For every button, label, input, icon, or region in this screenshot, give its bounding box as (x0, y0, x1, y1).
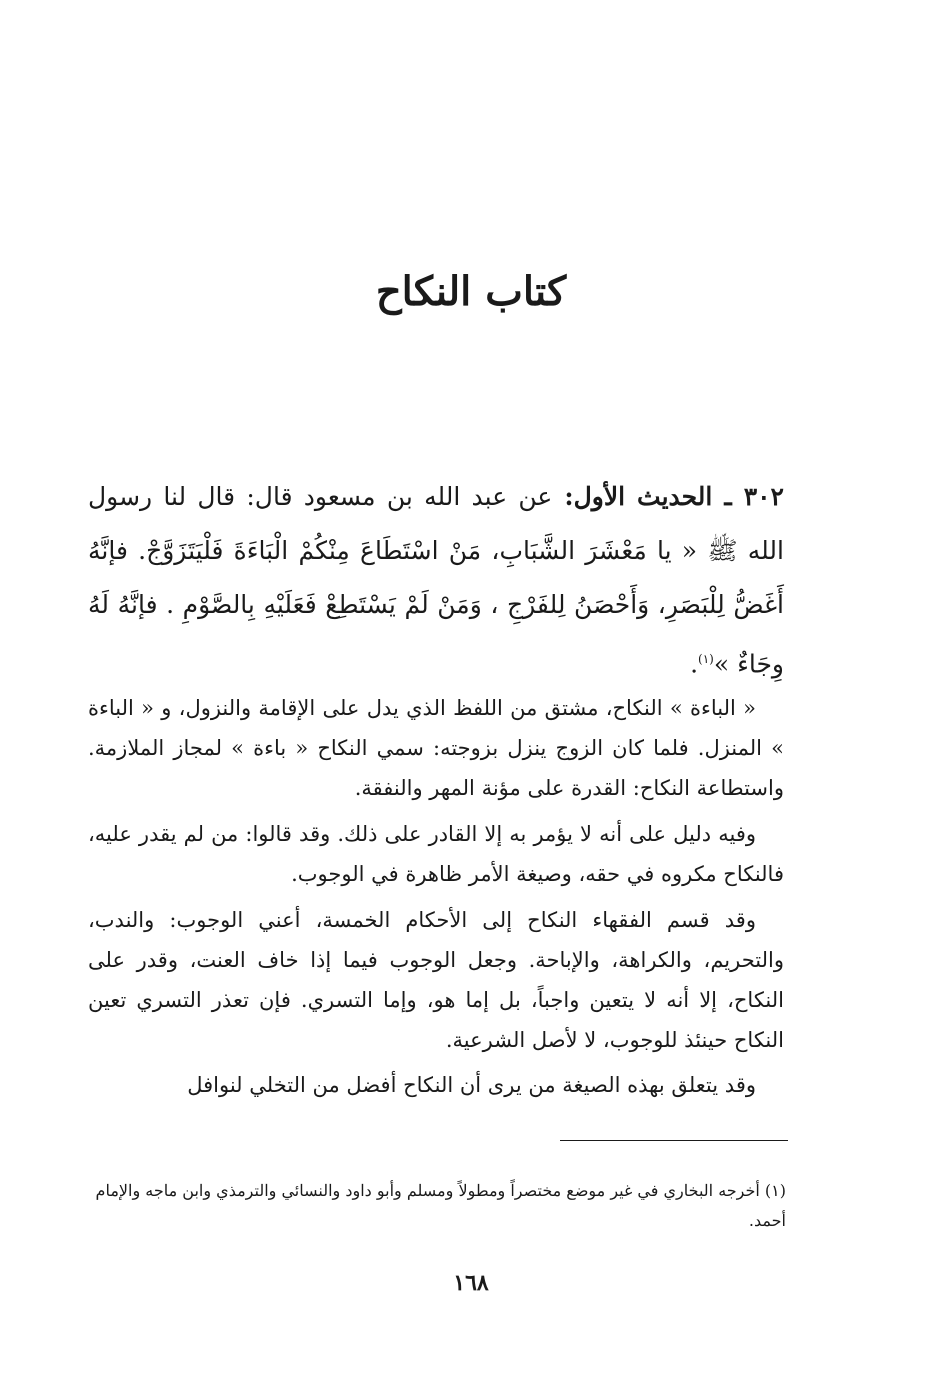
hadith-text: عن عبد الله بن مسعود قال: قال لنا رسول الله ﷺ « يا مَعْشَرَ الشَّبَابِ، مَنْ اسْتَطَاعَ مِنْكُمْ الْبَاءَةَ فَلْيَتَزَوَّجْ. فإنَّهُ أَغَضُّ لِلْبَصَرِ، وَأَحْصَنُ لِلفَرْجِ ، وَمَنْ لَمْ يَسْتَطِعْ فَعَلَيْهِ بِالصَّوْمِ . فإنَّهُ لَهُ وِجَاءٌ » (88, 482, 784, 679)
commentary-paragraph-3: وقد قسم الفقهاء النكاح إلى الأحكام الخمسة، أعني الوجوب: والندب، والتحريم، والكراهة، والإباحة. وجعل الوجوب فيما إذا خاف العنت، وقدر على النكاح، إلا أنه لا يتعين واجباً، بل إما هو، وإما التسري. فإن تعذر التسري تعين النكاح حينئذ للوجوب، لا لأصل الشرعية. (88, 908, 784, 1052)
hadith-number-heading: ٣٠٢ ـ الحديث الأول: (552, 482, 784, 511)
hadith-end: . (690, 649, 699, 679)
page-number: ١٦٨ (453, 1270, 489, 1296)
hadith-paragraph (88, 470, 784, 691)
chapter-title: كتاب النكاح (375, 268, 567, 315)
commentary-paragraph-1: « الباءة » النكاح، مشتق من اللفظ الذي يدل على الإقامة والنزول، و « الباءة » المنزل. فلما كان الزوج ينزل بزوجته: سمي النكاح « باءة » لمجاز الملازمة. واستطاعة النكاح: القدرة على مؤنة المهر والنفقة. (88, 696, 784, 800)
footnote-divider (560, 1140, 788, 1141)
footnote: (١) أخرجه البخاري في غير موضع مختصراً ومطولاً ومسلم وأبو داود والنسائي والترمذي وابن ماجه والإمام أحمد. (95, 1181, 786, 1230)
commentary-paragraph-4: وقد يتعلق بهذه الصيغة من يرى أن النكاح أفضل من التخلي لنوافل (187, 1073, 756, 1097)
footnote-marker: (١) (698, 652, 714, 666)
commentary-paragraph-2: وفيه دليل على أنه لا يؤمر به إلا القادر على ذلك. وقد قالوا: من لم يقدر عليه، فالنكاح مكروه في حقه، وصيغة الأمر ظاهرة في الوجوب. (88, 822, 784, 886)
